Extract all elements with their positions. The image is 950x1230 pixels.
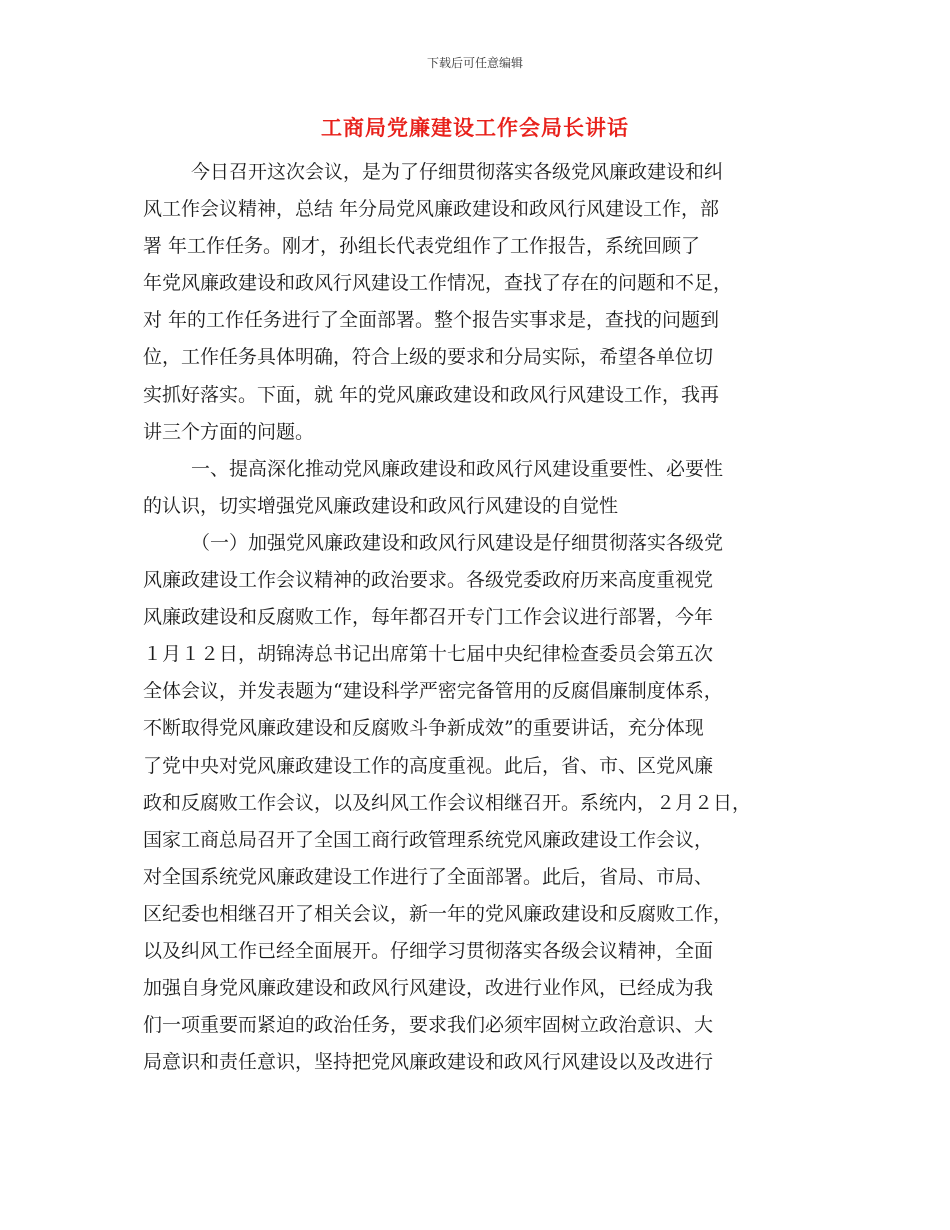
document-title: 工商局党廉建设工作会局长讲话 — [321, 116, 629, 140]
document-body — [143, 154, 815, 1081]
text-line: 风工作会议精神，总结 年分局党风廉政建设和政风行风建设工作，部 — [143, 198, 720, 221]
text-line: 全体会议，并发表题为“建设科学严密完备管用的反腐倡廉制度体系， — [143, 680, 723, 703]
text-line: 区纪委也相继召开了相关会议，新一年的党风廉政建设和反腐败工作， — [143, 902, 733, 925]
text-line: 风廉政建设和反腐败工作，每年都召开专门工作会议进行部署，今年 — [143, 606, 714, 629]
text-line: 讲三个方面的问题。 — [143, 420, 315, 443]
text-line: １月１２日，胡锦涛总书记出席第十七届中央纪律检查委员会第五次 — [143, 643, 714, 666]
text-line: 署 年工作任务。刚才，孙组长代表党组作了工作报告，系统回顾了 — [143, 235, 701, 258]
text-line: 年党风廉政建设和政风行风建设工作情况，查找了存在的问题和不足， — [143, 272, 733, 295]
text-line: 对 年的工作任务进行了全面部署。整个报告实事求是，查找的问题到 — [143, 309, 720, 332]
text-line: 加强自身党风廉政建设和政风行风建设，改进行业作风，已经成为我 — [143, 977, 714, 1000]
text-line: 们一项重要而紧迫的政治任务，要求我们必须牢固树立政治意识、大 — [143, 1014, 714, 1037]
text-line: 位，工作任务具体明确，符合上级的要求和分局实际，希望各单位切 — [143, 346, 714, 369]
text-line: 风廉政建设工作会议精神的政治要求。各级党委政府历来高度重视党 — [143, 569, 714, 592]
text-line: 对全国系统党风廉政建设工作进行了全面部署。此后，省局、市局、 — [143, 865, 714, 888]
text-line: 今日召开这次会议，是为了仔细贯彻落实各级党风廉政建设和纠 — [191, 161, 724, 183]
text-line: 不断取得党风廉政建设和反腐败斗争新成效”的重要讲话，充分体现 — [143, 717, 704, 740]
section-heading-line: 的认识，切实增强党风廉政建设和政风行风建设的自觉性 — [143, 494, 619, 517]
text-line: 实抓好落实。下面，就 年的党风廉政建设和政风行风建设工作，我再 — [143, 383, 720, 406]
text-line: 政和反腐败工作会议，以及纠风工作会议相继召开。系统内，２月２日， — [143, 791, 752, 814]
section-heading-line: 一、提高深化推动党风廉政建设和政风行风建设重要性、必要性 — [191, 457, 724, 480]
text-line: 了党中央对党风廉政建设工作的高度重视。此后，省、市、区党风廉 — [143, 754, 714, 777]
text-line: 局意识和责任意识，坚持把党风廉政建设和政风行风建设以及改进行 — [143, 1051, 714, 1074]
text-line: 以及纠风工作已经全面展开。仔细学习贯彻落实各级会议精神，全面 — [143, 939, 714, 962]
header-note: 下载后可任意编辑 — [426, 56, 523, 70]
subsection-line: （一）加强党风廉政建设和政风行风建设是仔细贯彻落实各级党 — [191, 531, 724, 554]
text-line: 国家工商总局召开了全国工商行政管理系统党风廉政建设工作会议， — [143, 828, 714, 851]
